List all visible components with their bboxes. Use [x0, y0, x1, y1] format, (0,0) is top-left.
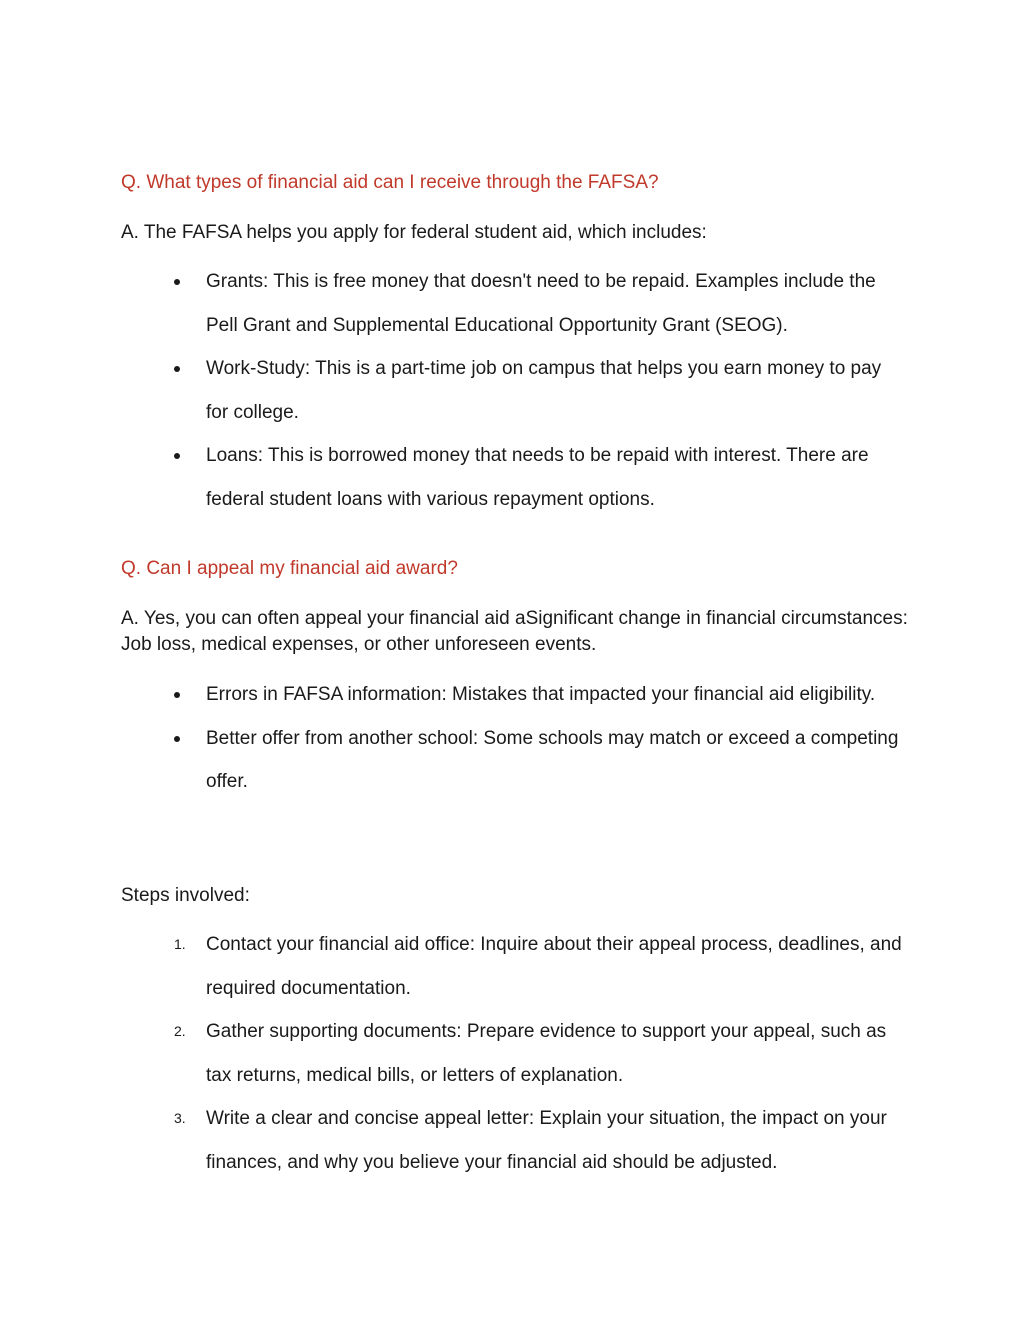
list-item-text: Grants: This is free money that doesn't need to be repaid. Examples include the Pell Grant and Supplemental Educational Opportunity Grant (SEOG).: [206, 271, 876, 336]
step-number: 2.: [174, 1023, 186, 1039]
appeal-reasons-list: [0, 673, 1024, 804]
list-item: [0, 673, 906, 717]
question-fafsa-aid-types: Q. What types of financial aid can I receive through the FAFSA?: [121, 172, 659, 193]
list-item: [0, 347, 906, 434]
bullet-icon: [174, 736, 180, 742]
list-item: [0, 717, 906, 804]
bullet-icon: [174, 692, 180, 698]
step-number: 1.: [174, 936, 186, 952]
list-item: [0, 1097, 906, 1184]
steps-label: Steps involved:: [121, 885, 250, 906]
list-item: [0, 260, 906, 347]
bullet-icon: [174, 453, 180, 459]
list-item: [0, 923, 906, 1010]
list-item: [0, 434, 906, 521]
list-item-text: Better offer from another school: Some schools may match or exceed a competing offer.: [206, 727, 899, 792]
answer-appeal-award: A. Yes, you can often appeal your financial aid aSignificant change in financial circumstances: Job loss, medical expenses, or other unforeseen events.: [121, 608, 908, 655]
list-item: [0, 1010, 906, 1097]
list-item-text: Work-Study: This is a part-time job on campus that helps you earn money to pay for college.: [206, 358, 882, 423]
question-appeal-award: Q. Can I appeal my financial aid award?: [121, 558, 458, 579]
list-item-text: Errors in FAFSA information: Mistakes that impacted your financial aid eligibility.: [206, 684, 876, 705]
bullet-icon: [174, 279, 180, 285]
list-item-text: Gather supporting documents: Prepare evidence to support your appeal, such as tax returns, medical bills, or letters of explanation.: [206, 1021, 887, 1086]
step-number: 3.: [174, 1110, 186, 1126]
list-item-text: Write a clear and concise appeal letter: Explain your situation, the impact on your finances, and why you believe your financial aid should be adjusted.: [206, 1108, 887, 1173]
list-item-text: Contact your financial aid office: Inquire about their appeal process, deadlines, and required documentation.: [206, 934, 902, 999]
aid-types-list: [0, 260, 1024, 521]
steps-list: [0, 923, 1024, 1184]
answer-fafsa-aid-types: A. The FAFSA helps you apply for federal student aid, which includes:: [121, 222, 707, 243]
list-item-text: Loans: This is borrowed money that needs to be repaid with interest. There are federal student loans with various repayment options.: [206, 445, 869, 510]
bullet-icon: [174, 366, 180, 372]
